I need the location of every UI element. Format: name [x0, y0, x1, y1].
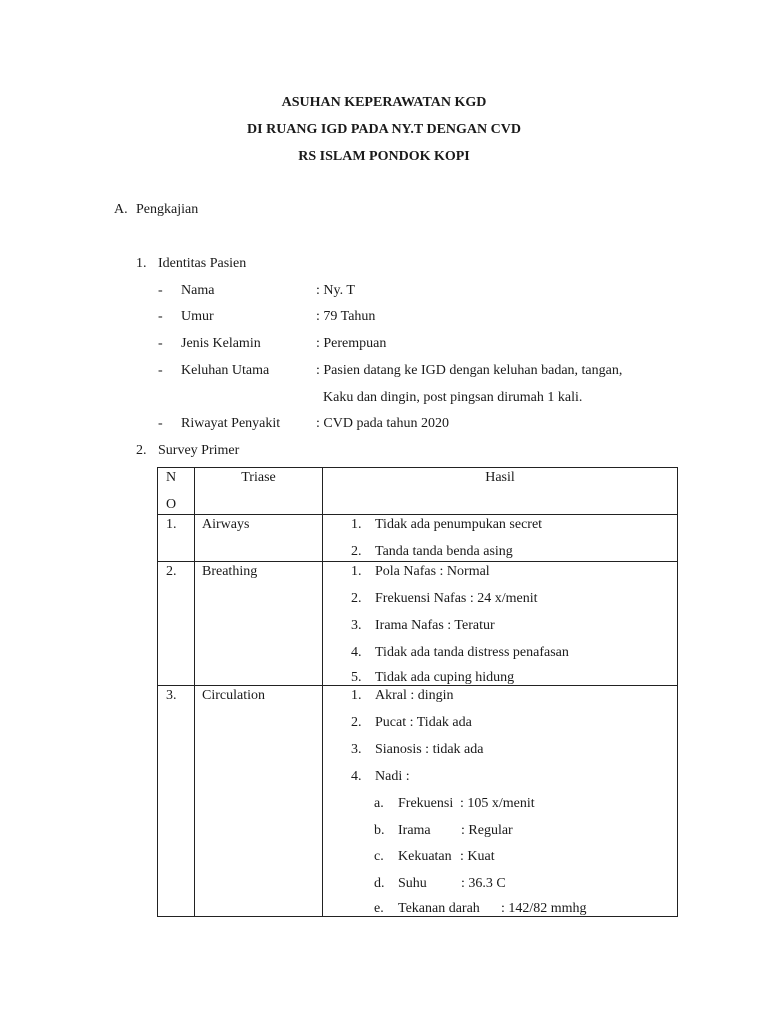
nadi-sub-letter: a.	[374, 796, 384, 811]
nadi-sub-letter: d.	[374, 876, 385, 891]
hasil-item-text: Irama Nafas : Teratur	[375, 618, 495, 633]
nadi-sub-label: Irama	[398, 823, 431, 838]
hasil-item-text: Tidak ada tanda distress penafasan	[375, 645, 569, 660]
field-dash: -	[158, 283, 163, 298]
header-hasil: Hasil	[485, 470, 515, 485]
nadi-sub-label: Tekanan darah	[398, 901, 480, 916]
table-row	[158, 515, 678, 562]
hasil-item-number: 1.	[351, 564, 362, 579]
doc-title-line-2: DI RUANG IGD PADA NY.T DENGAN CVD	[247, 122, 521, 137]
row-triase-airways: Airways	[202, 517, 250, 532]
nadi-sub-letter: c.	[374, 849, 384, 864]
nadi-sub-value: : Regular	[461, 823, 513, 838]
item-1-marker: 1.	[136, 256, 147, 271]
field-value-keluhan-utama: : Pasien datang ke IGD dengan keluhan badan, tangan,	[316, 363, 623, 378]
field-dash: -	[158, 363, 163, 378]
header-no-b: O	[166, 497, 177, 512]
hasil-item-text: Frekuensi Nafas : 24 x/menit	[375, 591, 538, 606]
field-dash: -	[158, 416, 163, 431]
hasil-item-text: Sianosis : tidak ada	[375, 742, 484, 757]
nadi-sub-letter: b.	[374, 823, 385, 838]
nadi-sub-label: Kekuatan	[398, 849, 452, 864]
hasil-item-number: 3.	[351, 618, 362, 633]
hasil-item-text: Tidak ada penumpukan secret	[375, 517, 543, 532]
header-triase: Triase	[241, 470, 276, 485]
hasil-item-text: Tanda tanda benda asing	[375, 544, 513, 559]
doc-title-line-1: ASUHAN KEPERAWATAN KGD	[281, 95, 487, 110]
section-a-marker: A.	[114, 202, 128, 217]
field-label-riwayat-penyakit: Riwayat Penyakit	[181, 416, 281, 431]
hasil-item-text: Tidak ada cuping hidung	[375, 670, 515, 685]
hasil-item-number: 2.	[351, 544, 362, 559]
nadi-sub-value: : 105 x/menit	[460, 796, 535, 811]
row-no: 1.	[166, 517, 177, 532]
row-triase-circulation: Circulation	[202, 688, 265, 703]
table-row	[158, 686, 678, 917]
survey-primer-table	[157, 467, 678, 917]
header-no-a: N	[166, 470, 177, 485]
hasil-item-number: 4.	[351, 769, 362, 784]
hasil-item-number: 5.	[351, 670, 362, 685]
field-value-nama: : Ny. T	[316, 283, 355, 298]
table-header-row	[158, 468, 678, 515]
nadi-sub-value: : 36.3 C	[461, 876, 506, 891]
field-label-jenis-kelamin: Jenis Kelamin	[181, 336, 261, 351]
hasil-item-number: 2.	[351, 715, 362, 730]
nadi-sub-letter: e.	[374, 901, 384, 916]
section-a-label: Pengkajian	[136, 202, 199, 217]
hasil-item-text: Akral : dingin	[375, 688, 454, 703]
nadi-sub-label: Frekuensi	[398, 796, 454, 811]
hasil-item-number: 4.	[351, 645, 362, 660]
hasil-item-text: Nadi :	[375, 769, 410, 784]
row-triase-breathing: Breathing	[202, 564, 258, 579]
item-2-marker: 2.	[136, 443, 147, 458]
hasil-item-number: 1.	[351, 688, 362, 703]
field-value-jenis-kelamin: : Perempuan	[316, 336, 387, 351]
row-no: 3.	[166, 688, 177, 703]
hasil-item-text: Pola Nafas : Normal	[375, 564, 490, 579]
table-row	[158, 562, 678, 686]
header-triase-cell	[195, 468, 323, 515]
doc-title-line-3: RS ISLAM PONDOK KOPI	[298, 149, 470, 164]
hasil-item-number: 2.	[351, 591, 362, 606]
item-2-label: Survey Primer	[158, 443, 240, 458]
field-label-umur: Umur	[181, 309, 214, 324]
header-hasil-cell	[323, 468, 678, 515]
row-no: 2.	[166, 564, 177, 579]
item-1-label: Identitas Pasien	[158, 256, 247, 271]
field-label-nama: Nama	[181, 283, 215, 298]
hasil-item-text: Pucat : Tidak ada	[375, 715, 472, 730]
field-dash: -	[158, 309, 163, 324]
header-no-cell	[158, 468, 195, 515]
nadi-sub-value: : 142/82 mmhg	[501, 901, 587, 916]
field-dash: -	[158, 336, 163, 351]
nadi-sub-label: Suhu	[398, 876, 427, 891]
field-label-keluhan-utama: Keluhan Utama	[181, 363, 270, 378]
hasil-item-number: 3.	[351, 742, 362, 757]
field-value-umur: : 79 Tahun	[316, 309, 376, 324]
field-value-riwayat-penyakit: : CVD pada tahun 2020	[316, 416, 449, 431]
nadi-sub-value: : Kuat	[460, 849, 495, 864]
field-value-keluhan-utama-cont: Kaku dan dingin, post pingsan dirumah 1 kali.	[323, 390, 583, 405]
hasil-item-number: 1.	[351, 517, 362, 532]
